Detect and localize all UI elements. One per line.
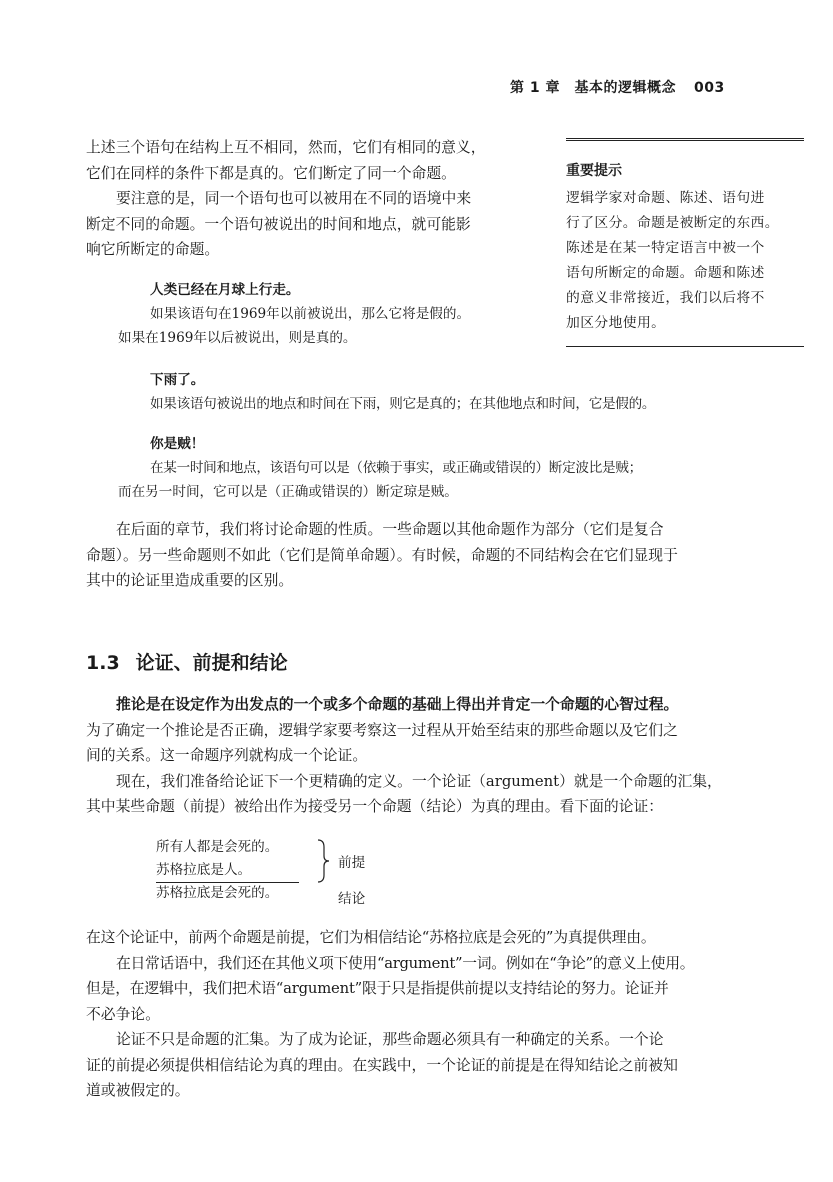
- text-line: 道或被假定的。: [86, 1082, 190, 1099]
- text-line: 但是，在逻辑中，我们把术语“argument”限于只是指提供前提以支持结论的努力。论证并: [86, 980, 669, 997]
- example-block: [118, 432, 758, 504]
- text-line: 其中某些命题（前提）被给出作为接受另一个命题（结论）为真的理由。看下面的论证：: [86, 798, 664, 815]
- running-header: [510, 77, 725, 97]
- text-line: 要注意的是，同一个语句也可以被用在不同的语境中来: [116, 190, 472, 207]
- closing-paragraphs: [86, 925, 751, 1104]
- chapter-title: 第 1 章 基本的逻辑概念: [510, 80, 676, 96]
- argument-example: [156, 836, 299, 905]
- conclusion-label: 结论: [338, 891, 366, 907]
- example-sentence: 你是贼！: [150, 436, 205, 452]
- example-explanation: 如果该语句被说出的地点和时间在下雨，则它是真的；在其他地点和时间，它是假的。: [150, 396, 656, 412]
- page-number: 003: [694, 80, 725, 96]
- text-line: 在日常话语中，我们还在其他义项下使用“argument”一词。例如在“争论”的意义上使用。: [116, 954, 695, 972]
- example-explanation: 如果该语句在1969年以前被说出，那么它将是假的。: [150, 306, 471, 322]
- sidebar-line: 行了区分。命题是被断定的东西。: [566, 215, 779, 231]
- text-line: 在后面的章节，我们将讨论命题的性质。一些命题以其他命题作为部分（它们是复合: [116, 521, 664, 538]
- sidebar-line: 的意义非常接近，我们以后将不: [566, 290, 765, 306]
- text-line: 其中的论证里造成重要的区别。: [86, 572, 294, 589]
- section-number: 1.3: [86, 652, 120, 674]
- text-line: 现在，我们准备给论证下一个更精确的定义。一个论证（argument）就是一个命题的汇集，: [116, 772, 722, 790]
- text-line: 在这个论证中，前两个命题是前提，它们为相信结论“苏格拉底是会死的”为真提供理由。: [86, 929, 656, 946]
- example-block: [118, 278, 538, 350]
- section-body: [86, 692, 751, 820]
- text-line: 论证不只是命题的汇集。为了成为论证，那些命题必须具有一种确定的关系。一个论: [116, 1031, 664, 1048]
- text-line: 它们在同样的条件下都是真的。它们断定了同一个命题。: [86, 164, 456, 182]
- text-line: 命题）。另一些命题则不如此（它们是简单命题）。有时候，命题的不同结构会在它们显现于: [86, 546, 678, 564]
- sidebar-body: [566, 186, 804, 336]
- definition-sentence: 推论是在设定作为出发点的一个或多个命题的基础上得出并肯定一个命题的心智过程。: [116, 696, 679, 713]
- text-line: 间的关系。这一命题序列就构成一个论证。: [86, 747, 368, 764]
- premises-brace: [316, 839, 330, 883]
- text-line: 上述三个语句在结构上互不相同，然而，它们有相同的意义，: [86, 139, 486, 156]
- example-sentence: 人类已经在月球上行走。: [150, 282, 300, 298]
- sidebar-title: 重要提示: [566, 163, 622, 179]
- premises-label: 前提: [338, 855, 366, 871]
- section-heading: [86, 648, 288, 675]
- example-explanation: 如果在1969年以后被说出，则是真的。: [118, 330, 357, 346]
- premise-1: 所有人都是会死的。: [156, 839, 279, 855]
- sidebar-line: 加区分地使用。: [566, 315, 666, 331]
- premise-2: 苏格拉底是人。: [156, 859, 299, 883]
- conclusion: 苏格拉底是会死的。: [156, 885, 279, 901]
- sidebar-line: 逻辑学家对命题、陈述、语句进: [566, 190, 765, 206]
- intro-paragraph: [86, 135, 536, 263]
- example-explanation: 而在另一时间，它可以是（正确或错误的）断定琼是贼。: [118, 484, 458, 500]
- text-line: 证的前提必须提供相信结论为真的理由。在实践中，一个论证的前提是在得知结论之前被知: [86, 1056, 678, 1074]
- text-line: 为了确定一个推论是否正确，逻辑学家要考察这一过程从开始至结束的那些命题以及它们之: [86, 721, 678, 739]
- sidebar-line: 语句所断定的命题。命题和陈述: [566, 265, 765, 281]
- text-line: 响它所断定的命题。: [86, 241, 220, 258]
- sidebar-line: 陈述是在某一特定语言中被一个: [566, 240, 765, 256]
- sidebar-bottom-rule: [566, 346, 804, 347]
- example-sentence: 下雨了。: [150, 372, 205, 388]
- example-explanation: 在某一时间和地点，该语句可以是（依赖于事实，或正确或错误的）断定波比是贼；: [150, 460, 642, 476]
- text-line: 断定不同的命题。一个语句被说出的时间和地点，就可能影: [86, 215, 471, 233]
- sidebar-top-rule: [566, 138, 804, 144]
- body-paragraph: [86, 517, 751, 594]
- example-block: [118, 368, 758, 416]
- tip-sidebar: [566, 138, 804, 347]
- text-line: 不必争论。: [86, 1005, 160, 1023]
- section-title: 论证、前提和结论: [135, 652, 288, 674]
